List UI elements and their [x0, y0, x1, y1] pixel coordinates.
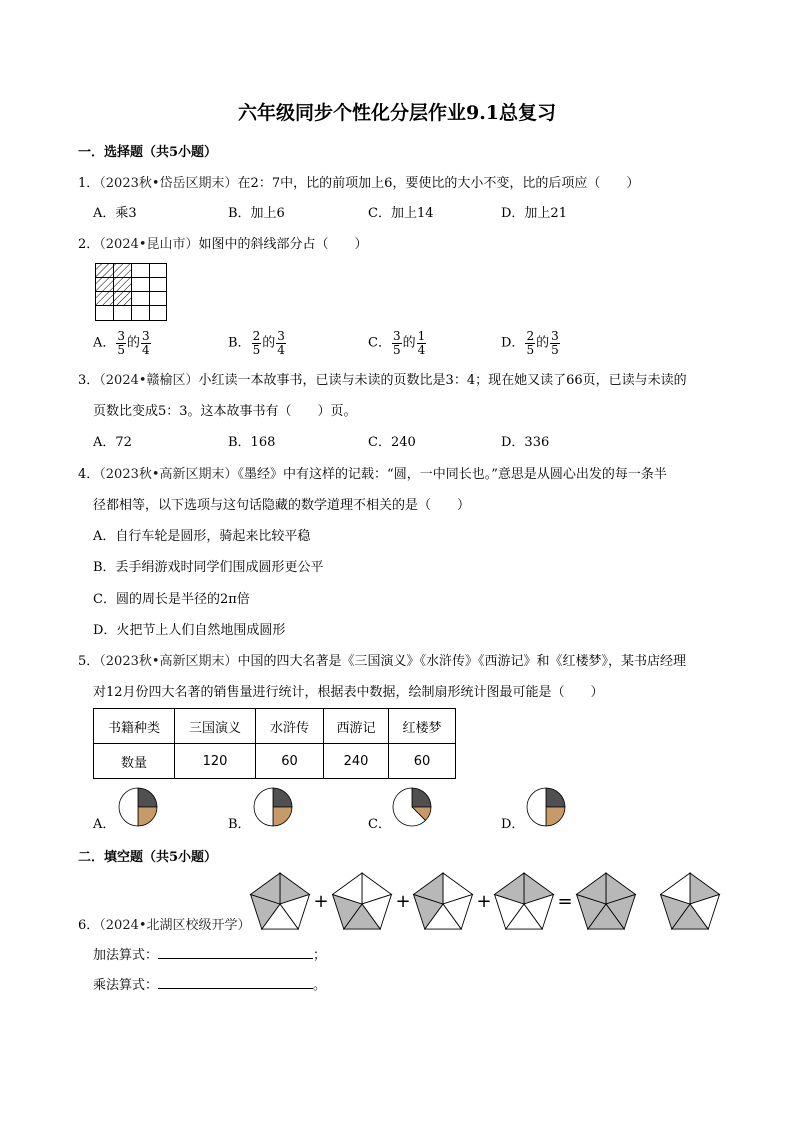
question-2-stem: [78, 238, 368, 251]
option-d[interactable]: D．加上21: [501, 206, 567, 221]
question-number: 6．: [78, 918, 100, 933]
option-b[interactable]: B．: [228, 817, 251, 832]
table-cell: 240: [324, 744, 389, 779]
pie-chart-a: [117, 786, 159, 828]
question-3-stem-line2: 页数比变成5：3。这本故事书有（ ）页。: [93, 404, 357, 419]
table-header-cell: 西游记: [324, 709, 389, 744]
pie-slice-dark: [412, 788, 431, 807]
pentagon: [661, 873, 720, 929]
plus-sign: +: [476, 891, 492, 912]
sales-table: [93, 708, 456, 779]
page-title: 六年级同步个性化分层作业9.1总复习: [237, 102, 557, 124]
section-heading-choice: 一．选择题（共5小题）: [78, 145, 218, 160]
option-d[interactable]: D．: [501, 817, 525, 832]
addition-answer-line: [93, 947, 326, 962]
fraction: $\frac{3}{4}$: [142, 329, 150, 357]
option-c[interactable]: C．240: [368, 435, 416, 450]
option-d[interactable]: D．336: [501, 435, 550, 450]
of-word: 的: [127, 335, 141, 351]
table-cell: 60: [389, 744, 456, 779]
option-a[interactable]: A．: [93, 817, 116, 832]
punctuation: ；: [313, 948, 327, 963]
option-b[interactable]: B．168: [228, 435, 276, 450]
question-source: （2023秋•高新区期末）: [99, 467, 238, 482]
question-source: （2023秋•高新区期末）: [99, 654, 238, 669]
table-header-cell: 水浒传: [256, 709, 324, 744]
table-header-cell: 书籍种类: [94, 709, 175, 744]
question-number: 3．: [78, 373, 100, 388]
section-heading-fill-blank: 二．填空题（共5小题）: [78, 850, 218, 865]
fraction: $\frac{3}{5}$: [392, 329, 401, 357]
question-1-stem: [78, 177, 639, 190]
question-text: 中国的四大名著是《三国演义》《水浒传》《西游记》和《红楼梦》，某书店经理: [237, 654, 687, 669]
pie-chart-b: [252, 786, 294, 828]
pie-slice-white: [527, 788, 546, 826]
pie-chart-d: [525, 786, 567, 828]
answer-blank[interactable]: [158, 977, 313, 989]
answer-blank[interactable]: [158, 947, 313, 959]
question-number: 1．: [78, 176, 100, 191]
question-6-stem: [78, 919, 251, 932]
question-number: 2．: [78, 237, 100, 252]
pie-slice-tan: [546, 807, 565, 826]
pentagon: [333, 873, 392, 929]
punctuation: 。: [313, 978, 327, 993]
option-d[interactable]: D．火把节上人们自然地围成圆形: [93, 623, 286, 638]
option-c[interactable]: C．: [368, 817, 391, 832]
of-word: 的: [262, 335, 276, 351]
option-c[interactable]: [368, 330, 427, 356]
pie-slice-dark: [138, 788, 157, 807]
option-a[interactable]: A．乘3: [93, 206, 137, 221]
question-source: （2024•赣榆区）: [99, 373, 199, 388]
pentagon: [414, 873, 473, 929]
option-b[interactable]: B．加上6: [228, 206, 285, 221]
plus-sign: +: [313, 891, 329, 912]
pie-slice-white: [254, 788, 273, 826]
multiplication-answer-line: [93, 977, 326, 992]
pentagon: [251, 873, 310, 929]
fraction: $\frac{3}{5}$: [117, 329, 126, 357]
question-number: 4．: [78, 467, 100, 482]
option-letter: A．: [93, 335, 116, 351]
table-header-cell: 三国演义: [175, 709, 256, 744]
table-header-row: [94, 709, 456, 744]
fraction: $\frac{3}{5}$: [551, 329, 559, 357]
question-source: （2024•北湖区校级开学）: [99, 918, 251, 933]
question-5-stem-line2: 对12月份四大名著的销售量进行统计，根据表中数据，绘制扇形统计图最可能是（ ）: [93, 685, 604, 700]
option-a[interactable]: A．自行车轮是圆形，骑起来比较平稳: [93, 529, 311, 544]
table-row: [94, 744, 456, 779]
option-d[interactable]: [501, 330, 561, 356]
grid-figure: [95, 263, 167, 321]
option-b[interactable]: [228, 330, 287, 356]
option-c[interactable]: C．圆的周长是半径的2π倍: [93, 592, 250, 607]
option-a[interactable]: A．72: [93, 435, 132, 450]
fraction: $\frac{3}{4}$: [277, 329, 285, 357]
pentagon-figure: [246, 870, 726, 934]
question-number: 5．: [78, 654, 100, 669]
option-letter: C．: [368, 335, 391, 351]
of-word: 的: [402, 335, 416, 351]
pie-slice-white: [119, 788, 138, 826]
pie-slice-dark: [546, 788, 565, 807]
pie-slice-dark: [273, 788, 292, 807]
question-4-stem: [78, 468, 667, 481]
question-4-stem-line2: 径都相等，以下选项与这句话隐藏的数学道理不相关的是（ ）: [93, 498, 471, 513]
table-row-label: 数量: [94, 744, 175, 779]
table-header-cell: 红楼梦: [389, 709, 456, 744]
pie-slice-tan: [138, 807, 157, 826]
pie-chart-c: [391, 786, 433, 828]
table-cell: 120: [175, 744, 256, 779]
question-text: 如图中的斜线部分占（ ）: [198, 237, 368, 252]
pentagon: [577, 873, 636, 929]
option-b[interactable]: B．丢手绢游戏时同学们围成圆形更公平: [93, 560, 324, 575]
question-text: 小红读一本故事书，已读与未读的页数比是3：4；现在她又读了66页，已读与未读的: [198, 373, 687, 388]
option-c[interactable]: C．加上14: [368, 206, 434, 221]
question-source: （2023秋•岱岳区期末）: [99, 176, 238, 191]
question-3-stem: [78, 374, 687, 387]
pentagon: [495, 873, 554, 929]
option-letter: D．: [501, 335, 525, 351]
question-text: 《墨经》中有这样的记载：“圆，一中同长也。”意思是从圆心出发的每一条半: [237, 467, 667, 482]
table-cell: 60: [256, 744, 324, 779]
answer-label: 加法算式：: [93, 948, 159, 963]
fraction: $\frac{2}{5}$: [526, 329, 535, 357]
pie-slice-tan: [273, 807, 292, 826]
question-5-stem: [78, 655, 686, 668]
equals-sign: =: [557, 891, 573, 912]
fraction: $\frac{2}{5}$: [252, 329, 261, 357]
answer-label: 乘法算式：: [93, 978, 159, 993]
fraction: $\frac{1}{4}$: [417, 329, 426, 357]
plus-sign: +: [395, 891, 411, 912]
question-source: （2024•昆山市）: [99, 237, 199, 252]
of-word: 的: [536, 335, 550, 351]
option-letter: B．: [228, 335, 251, 351]
option-a[interactable]: [93, 330, 152, 356]
question-text: 在2：7中，比的前项加上6，要使比的大小不变，比的后项应（ ）: [237, 176, 640, 191]
